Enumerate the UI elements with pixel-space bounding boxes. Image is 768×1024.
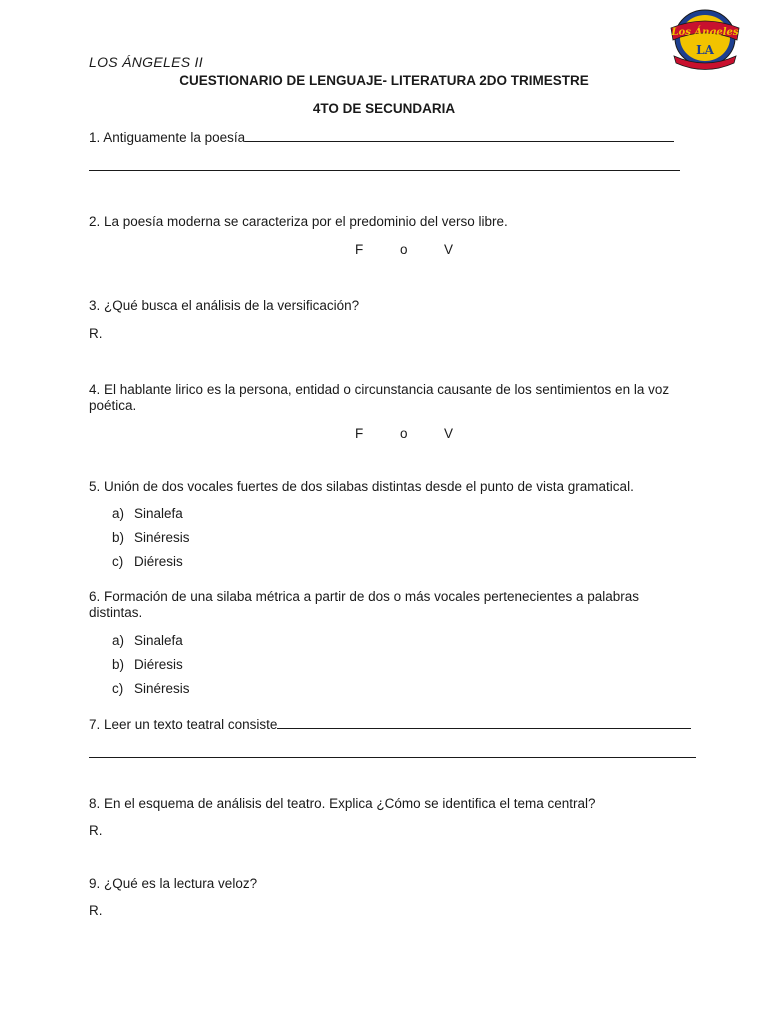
question-1-answer-line-2[interactable] [89, 170, 680, 171]
question-9: 9. ¿Qué es la lectura veloz? [89, 876, 258, 891]
question-1-text: 1. Antiguamente la poesía [89, 130, 246, 145]
question-1-answer-line[interactable] [245, 129, 674, 142]
question-7-text: 7. Leer un texto teatral consiste [89, 717, 278, 732]
q6-option-b[interactable]: b) Diéresis [112, 657, 183, 672]
question-7-answer-line-2[interactable] [89, 757, 696, 758]
q2-true-option[interactable]: V [444, 242, 454, 257]
question-5: 5. Unión de dos vocales fuertes de dos silabas distintas desde el punto de vista gramatical. [89, 479, 634, 494]
q5-option-b[interactable]: b) Sinéresis [112, 530, 190, 545]
school-crest-logo [668, 6, 742, 72]
question-7 [89, 716, 709, 733]
question-7-answer-line[interactable] [277, 716, 691, 729]
q3-answer-label: R. [89, 326, 103, 341]
q2-or-label: o [400, 242, 408, 257]
q2-false-option[interactable]: F [355, 242, 364, 257]
question-4: 4. El hablante lirico es la persona, entidad o circunstancia causante de los sentimientos en la voz poética. [89, 382, 670, 413]
question-1 [89, 129, 709, 146]
q8-answer-label: R. [89, 823, 103, 838]
q4-true-option[interactable]: V [444, 426, 454, 441]
question-3: 3. ¿Qué busca el análisis de la versificación? [89, 298, 360, 313]
question-6: 6. Formación de una silaba métrica a partir de dos o más vocales pertenecientes a palabras distintas. [89, 589, 640, 620]
worksheet-subtitle: 4TO DE SECUNDARIA [312, 101, 456, 116]
worksheet-title: CUESTIONARIO DE LENGUAJE- LITERATURA 2DO TRIMESTRE [179, 73, 589, 88]
q5-option-a[interactable]: a) Sinalefa [112, 506, 183, 521]
q9-answer-label: R. [89, 903, 103, 918]
question-2: 2. La poesía moderna se caracteriza por el predominio del verso libre. [89, 214, 508, 229]
school-name: LOS ÁNGELES II [89, 54, 203, 70]
logo-mark: LA [696, 43, 714, 57]
q4-false-option[interactable]: F [355, 426, 364, 441]
q5-option-c[interactable]: c) Diéresis [112, 554, 183, 569]
q6-option-a[interactable]: a) Sinalefa [112, 633, 183, 648]
q6-option-c[interactable]: c) Sinéresis [112, 681, 190, 696]
question-8: 8. En el esquema de análisis del teatro. Explica ¿Cómo se identifica el tema central? [89, 796, 596, 811]
logo-text: Los Ángeles [671, 27, 739, 38]
q4-or-label: o [400, 426, 408, 441]
